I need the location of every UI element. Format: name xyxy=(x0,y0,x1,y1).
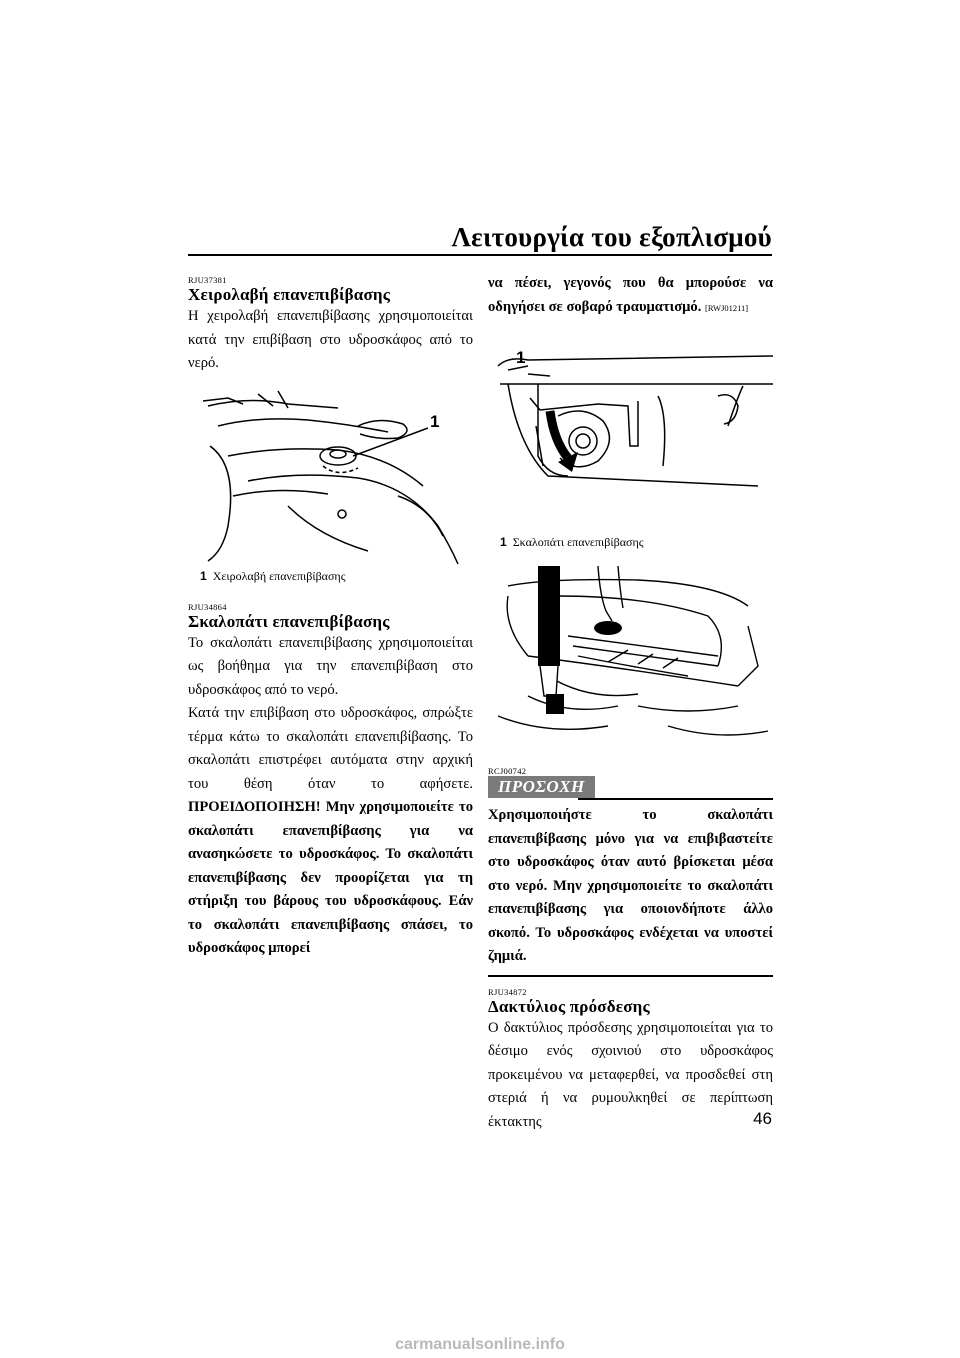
section-body-handgrip: Η χειρολαβή επανεπιβίβασης χρησιμοποιείται κατά την επιβίβαση στο υδροσκάφος από το νερό. xyxy=(188,308,473,371)
step-in-use-illustration xyxy=(488,566,773,746)
section-body-step-1: Το σκαλοπάτι επανεπιβίβασης χρησιμοποιείται ως βοήθημα για την επανεπιβίβαση στο υδροσκάφος από το νερό. xyxy=(188,634,473,698)
section-code: RJU34864 xyxy=(188,601,227,612)
step-illustration xyxy=(488,326,773,494)
caution-label: ΠΡΟΣΟΧΗ xyxy=(488,776,595,798)
watermark: carmanualsonline.info xyxy=(395,1336,565,1353)
caption-text: Σκαλοπάτι επανεπιβίβασης xyxy=(512,535,644,549)
warning-continued-text: να πέσει, γεγονός που θα μπορούσε να οδηγήσει σε σοβαρό τραυματισμό. xyxy=(488,275,773,315)
section-heading-tow-eye: Δακτύλιος πρόσδεσης xyxy=(488,996,650,1016)
section-body-tow-eye: Ο δακτύλιος πρόσδεσης χρησιμοποιείται για το δέσιμο ενός σχοινιού στο υδροσκάφος προκειμένου να μεταφερθεί, να προσδεθεί στη στεριά ή να ρυμουλκηθεί σε περίπτωση έκτακτης xyxy=(488,1019,773,1130)
caption-number: 1 xyxy=(500,535,507,549)
section-heading-handgrip: Χειρολαβή επανεπιβίβασης xyxy=(188,285,391,304)
caution-text: Χρησιμοποιήστε το σκαλοπάτι επανεπιβίβασης μόνο για να επιβιβαστείτε στο υδροσκάφος όταν αυτό βρίσκεται μέσα στο νερό. Μην χρησιμοποιείτε το σκαλοπάτι επανεπιβίβασης για οποιονδήποτε άλλο σκοπό. Το υδροσκάφος ενδέχεται να υποστεί ζημιά. xyxy=(488,807,773,964)
step-instruction: Κατά την επιβίβαση στο υδροσκάφος, σπρώξτε τέρμα κάτω το σκαλοπάτι επανεπιβίβασης. Το σκαλοπάτι επιστρέφει αυτόματα στην αρχική του θέση όταν το αφήσετε. xyxy=(188,705,473,792)
figure-caption xyxy=(188,568,473,584)
caption-text: Χειρολαβή επανεπιβίβασης xyxy=(212,568,346,583)
figure-step-in-use xyxy=(488,566,773,746)
caution-code: RCJ00742 xyxy=(488,766,527,776)
title-divider xyxy=(188,254,772,256)
figure-callout: 1 xyxy=(516,348,526,367)
caution-divider xyxy=(578,798,773,800)
caution-box xyxy=(488,776,773,977)
left-column xyxy=(188,275,473,961)
page-number: 46 xyxy=(753,1109,772,1128)
right-column xyxy=(488,272,773,1134)
figure-caption xyxy=(488,534,773,550)
page-title: Λειτουργία του εξοπλισμού xyxy=(451,222,772,252)
warning-continued xyxy=(488,272,773,320)
section-heading-step: Σκαλοπάτι επανεπιβίβασης xyxy=(188,611,390,631)
caption-number: 1 xyxy=(200,568,207,583)
warning-code: [RWJ01211] xyxy=(705,302,749,313)
caution-header xyxy=(488,776,773,800)
section-code: RJU37381 xyxy=(188,275,227,285)
step-warning: ΠΡΟΕΙΔΟΠΟΙΗΣΗ! Μην χρησιμοποιείτε το σκαλοπάτι επανεπιβίβασης για να ανασηκώσετε το υδροσκάφος. Το σκαλοπάτι επανεπιβίβασης δεν προορίζεται για τη στήριξη του βάρους του υδροσκάφους. Εάν το σκαλοπάτι επανεπιβίβασης σπάσει, το υδροσκάφος μπορεί xyxy=(188,799,473,956)
figure-callout: 1 xyxy=(430,411,440,431)
section-body-step-2 xyxy=(188,702,473,961)
figure-reboarding-handgrip xyxy=(188,386,473,566)
figure-reboarding-step xyxy=(488,326,773,494)
section-code: RJU34872 xyxy=(488,986,527,997)
